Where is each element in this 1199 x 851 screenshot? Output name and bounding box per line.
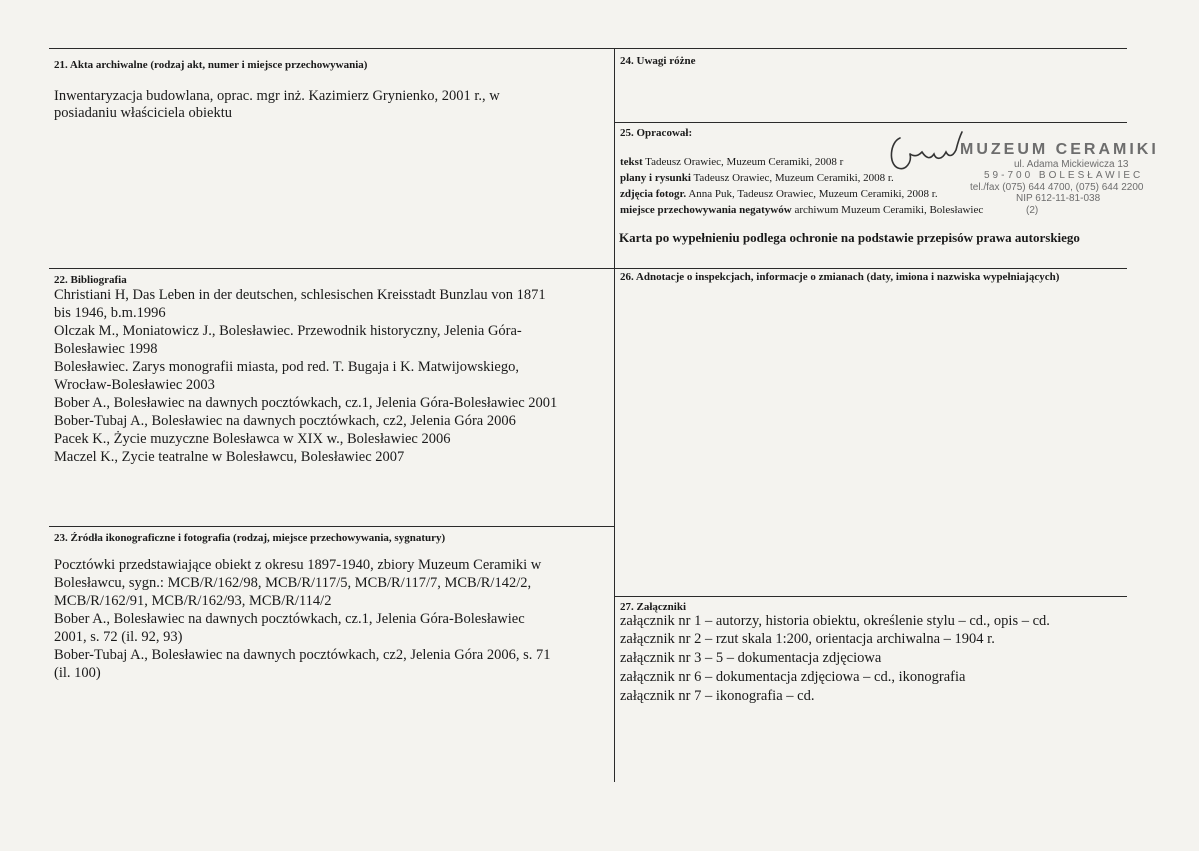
prepared-by-label: miejsce przechowywania negatywów <box>620 204 792 216</box>
section-21-line: Inwentaryzacja budowlana, oprac. mgr inż. Kazimierz Grynienko, 2001 r., w <box>54 88 500 104</box>
rule-right-26 <box>614 268 1127 269</box>
bibliography-line: Maczel K., Zycie teatralne w Bolesławcu, Bolesławiec 2007 <box>54 449 405 465</box>
prepared-by-row <box>620 202 983 218</box>
rule-left-22 <box>49 268 615 269</box>
section-27-header: 27. Załączniki <box>620 601 687 613</box>
bibliography-line: Bober-Tubaj A., Bolesławiec na dawnych pocztówkach, cz2, Jelenia Góra 2006 <box>54 413 516 429</box>
stamp-nip: NIP 612-11-81-038 <box>1016 193 1101 204</box>
rule-right-25 <box>614 122 1127 123</box>
section-26-header: 26. Adnotacje o inspekcjach, informacje o zmianach (daty, imiona i nazwiska wypełniających) <box>620 271 1060 283</box>
center-divider <box>614 48 615 782</box>
section-21-header: 21. Akta archiwalne (rodzaj akt, numer i miejsce przechowywania) <box>54 59 368 71</box>
prepared-by-label: tekst <box>620 156 643 168</box>
stamp-city: 59-700 BOLESŁAWIEC <box>984 170 1144 181</box>
section-23-header: 23. Źródła ikonograficzne i fotografia (rodzaj, miejsce przechowywania, sygnatury) <box>54 532 446 544</box>
rule-left-23 <box>49 526 615 527</box>
prepared-by-label: plany i rysunki <box>620 172 691 184</box>
prepared-by-label: zdjęcia fotogr. <box>620 188 687 200</box>
museum-stamp <box>960 141 1180 221</box>
top-rule <box>49 48 1127 49</box>
iconography-line: 2001, s. 72 (il. 92, 93) <box>54 629 183 645</box>
iconography-line: Pocztówki przedstawiające obiekt z okresu 1897-1940, zbiory Muzeum Ceramiki w <box>54 557 542 573</box>
iconography-line: Bober-Tubaj A., Bolesławiec na dawnych pocztówkach, cz2, Jelenia Góra 2006, s. 71 <box>54 647 551 663</box>
bibliography-line: Bolesławiec. Zarys monografii miasta, pod red. T. Bugaja i K. Matwijowskiego, <box>54 359 519 375</box>
rule-right-27 <box>614 596 1127 597</box>
bibliography-line: Bolesławiec 1998 <box>54 341 158 357</box>
prepared-by-row <box>620 170 894 186</box>
bibliography-line: Christiani H, Das Leben in der deutschen, schlesischen Kreisstadt Bunzlau von 1871 <box>54 287 546 303</box>
bibliography-line: Bober A., Bolesławiec na dawnych pocztówkach, cz.1, Jelenia Góra-Bolesławiec 2001 <box>54 395 558 411</box>
prepared-by-value: Tadeusz Orawiec, Muzeum Ceramiki, 2008 r <box>645 156 844 168</box>
copyright-notice: Karta po wypełnieniu podlega ochronie na podstawie przepisów prawa autorskiego <box>619 230 1080 245</box>
stamp-number: (2) <box>1026 205 1039 216</box>
iconography-line: Bober A., Bolesławiec na dawnych pocztówkach, cz.1, Jelenia Góra-Bolesławiec <box>54 611 525 627</box>
iconography-line: (il. 100) <box>54 665 101 681</box>
section-24-header: 24. Uwagi różne <box>620 55 696 67</box>
bibliography-line: Pacek K., Życie muzyczne Bolesławca w XIX w., Bolesławiec 2006 <box>54 431 451 447</box>
bibliography-line: Wrocław-Bolesławiec 2003 <box>54 377 215 393</box>
prepared-by-value: archiwum Muzeum Ceramiki, Bolesławiec <box>794 204 984 216</box>
prepared-by-value: Anna Puk, Tadeusz Orawiec, Muzeum Ceramiki, 2008 r. <box>688 188 938 200</box>
section-22-header: 22. Bibliografia <box>54 274 127 286</box>
bibliography-line: Olczak M., Moniatowicz J., Bolesławiec. Przewodnik historyczny, Jelenia Góra- <box>54 323 522 339</box>
prepared-by-row <box>620 154 843 170</box>
iconography-line: Bolesławcu, sygn.: MCB/R/162/98, MCB/R/117/5, MCB/R/117/7, MCB/R/142/2, <box>54 575 532 591</box>
attachment-line: załącznik nr 6 – dokumentacja zdjęciowa – cd., ikonografia <box>620 669 966 685</box>
section-21-line: posiadaniu właściciela obiektu <box>54 105 232 121</box>
attachment-line: załącznik nr 3 – 5 – dokumentacja zdjęciowa <box>620 650 882 666</box>
attachment-line: załącznik nr 1 – autorzy, historia obiektu, określenie stylu – cd., opis – cd. <box>620 613 1050 629</box>
attachment-line: załącznik nr 7 – ikonografia – cd. <box>620 688 815 704</box>
stamp-title: MUZEUM CERAMIKI <box>960 141 1159 158</box>
prepared-by-row <box>620 186 938 202</box>
attachment-line: załącznik nr 2 – rzut skala 1:200, orientacja archiwalna – 1904 r. <box>620 631 995 647</box>
prepared-by-value: Tadeusz Orawiec, Muzeum Ceramiki, 2008 r. <box>693 172 894 184</box>
section-25-header: 25. Opracował: <box>620 127 693 139</box>
bibliography-line: bis 1946, b.m.1996 <box>54 305 166 321</box>
stamp-address: ul. Adama Mickiewicza 13 <box>1014 159 1129 170</box>
iconography-line: MCB/R/162/91, MCB/R/162/93, MCB/R/114/2 <box>54 593 332 609</box>
stamp-phone: tel./fax (075) 644 4700, (075) 644 2200 <box>970 182 1144 193</box>
